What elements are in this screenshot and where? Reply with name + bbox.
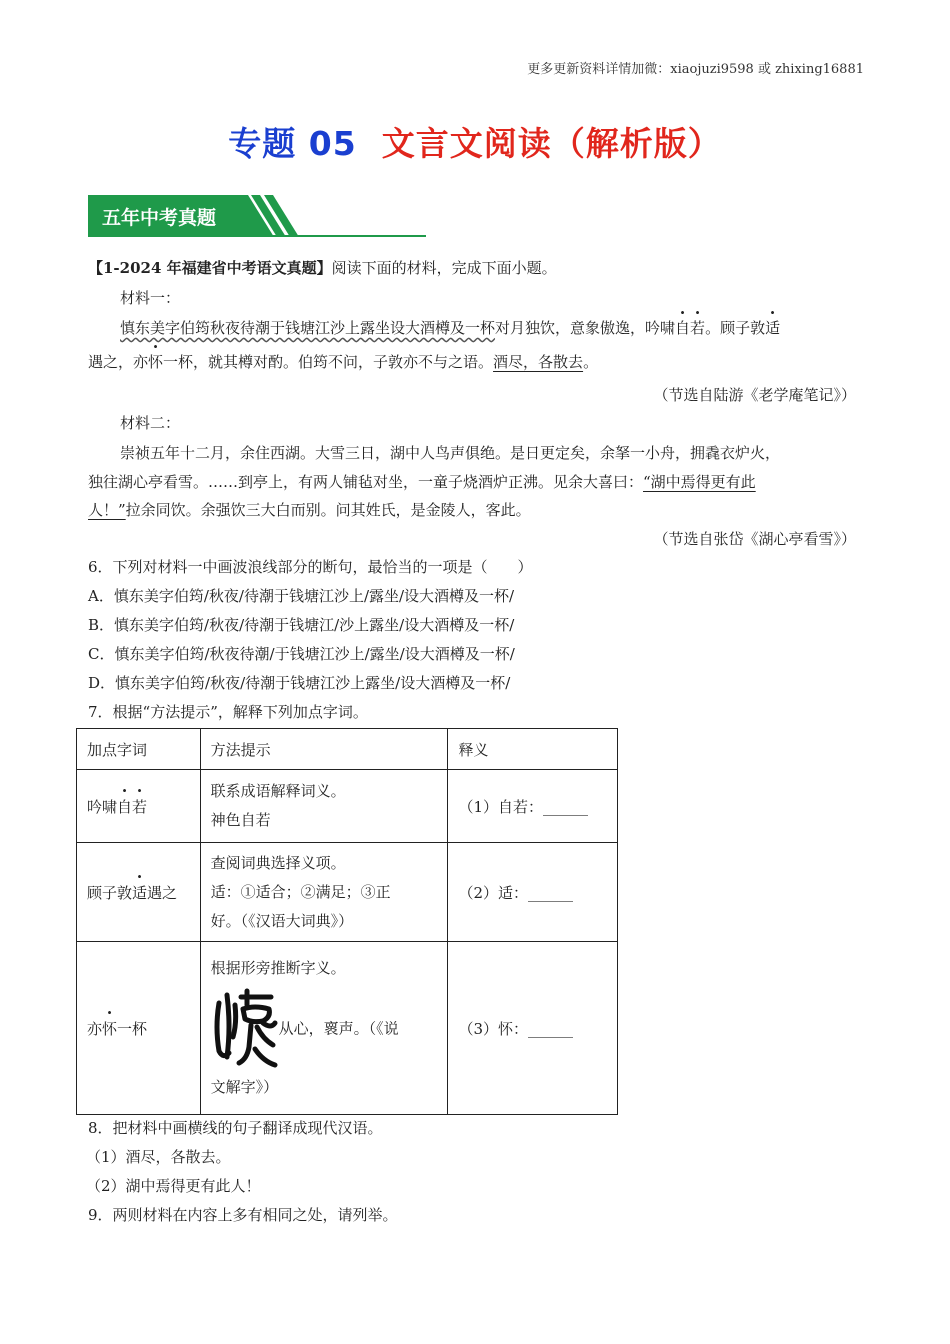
material2-line3: 人！”拉余同饮。余强饮三大白而别。问其姓氏，是金陵人，客此。: [88, 501, 531, 519]
intro-text: 阅读下面的材料，完成下面小题。: [331, 259, 557, 277]
q7-stem: 7．根据“方法提示”，解释下列加点字词。: [88, 703, 368, 721]
material2-line1: 崇祯五年十二月，余住西湖。大雪三日，湖中人鸟声俱绝。是日更定矣，余拏一小舟，拥毳衣炉火，: [120, 444, 781, 462]
row3-word: 亦怀一杯: [77, 942, 201, 1115]
row1-word: 吟啸自若: [77, 770, 201, 843]
banner-underline: [88, 235, 426, 237]
q6-option-c: C．慎东美字伯筠/秋夜待潮/于钱塘江沙上/露坐/设大酒樽及一杯/: [88, 645, 515, 663]
q6-option-b: B．慎东美字伯筠/秋夜/待潮于钱塘江/沙上露坐/设大酒樽及一杯/: [88, 616, 515, 634]
row3-answer: （3）怀：______: [448, 942, 618, 1115]
row1-hint: 联系成语解释词义。 神色自若: [200, 770, 448, 843]
q6-stem: 6．下列对材料一中画波浪线部分的断句，最恰当的一项是（ ）: [88, 558, 533, 576]
material2-label: 材料二：: [120, 414, 181, 432]
header-hint: 方法提示: [200, 729, 448, 770]
material1-source: （节选自陆游《老学庵笔记》）: [653, 386, 856, 404]
material1-line2: 遇之，亦怀一杯，就其樽对酌。伯筠不问，子敦亦不与之语。酒尽，各散去。: [88, 353, 599, 371]
table-row: [77, 770, 618, 843]
banner-label: 五年中考真题: [102, 207, 217, 229]
section-banner: [88, 195, 300, 237]
underlined-sentence-2a: “湖中焉得更有此: [643, 473, 756, 491]
q8-item-1: （1）酒尽，各散去。: [86, 1148, 231, 1166]
material1-label: 材料一：: [120, 289, 181, 307]
material2-source: （节选自张岱《湖心亭看雪》）: [653, 530, 856, 548]
material1-line1: 慎东美字伯筠秋夜待潮于钱塘江沙上露坐设大酒樽及一杯对月独饮，意象傲逸，吟啸自若。顾子敦适: [120, 319, 781, 337]
header-meaning: 释义: [448, 729, 618, 770]
table-header-row: [77, 729, 618, 770]
q8-item-2: （2）湖中焉得更有此人！: [86, 1177, 261, 1195]
q6-option-a: A．慎东美字伯筠/秋夜/待潮于钱塘江沙上/露坐/设大酒樽及一杯/: [88, 587, 515, 605]
q7-table: [76, 728, 618, 1115]
row2-word: 顾子敦适遇之: [77, 843, 201, 942]
header-note: 更多更新资料详情加微：xiaojuzi9598 或 zhixing16881: [527, 62, 864, 77]
underlined-sentence-1: 酒尽，各散去: [493, 353, 584, 371]
table-row: [77, 843, 618, 942]
row3-hint: 根据形旁推断字义。 从心，褱声。（《说 文解字》）: [200, 942, 448, 1115]
table-row: [77, 942, 618, 1115]
seal-script-huai-icon: [211, 987, 279, 1069]
material2-line2: 独往湖心亭看雪。……到亭上，有两人铺毡对坐，一童子烧酒炉正沸。见余大喜曰：“湖中焉得更有此: [88, 473, 756, 491]
q9-stem: 9．两则材料在内容上多有相同之处，请列举。: [88, 1206, 398, 1224]
underlined-sentence-2b: 人！”: [88, 501, 126, 519]
row2-answer: （2）适：______: [448, 843, 618, 942]
title-part2: 文言文阅读（解析版）: [381, 124, 722, 163]
intro-line: [88, 258, 557, 278]
intro-tag: 【1-2024 年福建省中考语文真题】: [88, 259, 332, 277]
page-title: [0, 118, 950, 165]
row1-answer: （1）自若：______: [448, 770, 618, 843]
q8-stem: 8．把材料中画横线的句子翻译成现代汉语。: [88, 1119, 383, 1137]
row2-hint: 查阅词典选择义项。 适：①适合；②满足；③正 好。（《汉语大词典》）: [200, 843, 448, 942]
wavy-passage: 慎东美字伯筠秋夜待潮于钱塘江沙上露坐设大酒樽及一杯: [120, 319, 496, 337]
q6-option-d: D．慎东美字伯筠/秋夜/待潮于钱塘江沙上露坐/设大酒樽及一杯/: [88, 674, 511, 692]
header-word: 加点字词: [77, 729, 201, 770]
title-part1: 专题 05: [228, 124, 357, 163]
